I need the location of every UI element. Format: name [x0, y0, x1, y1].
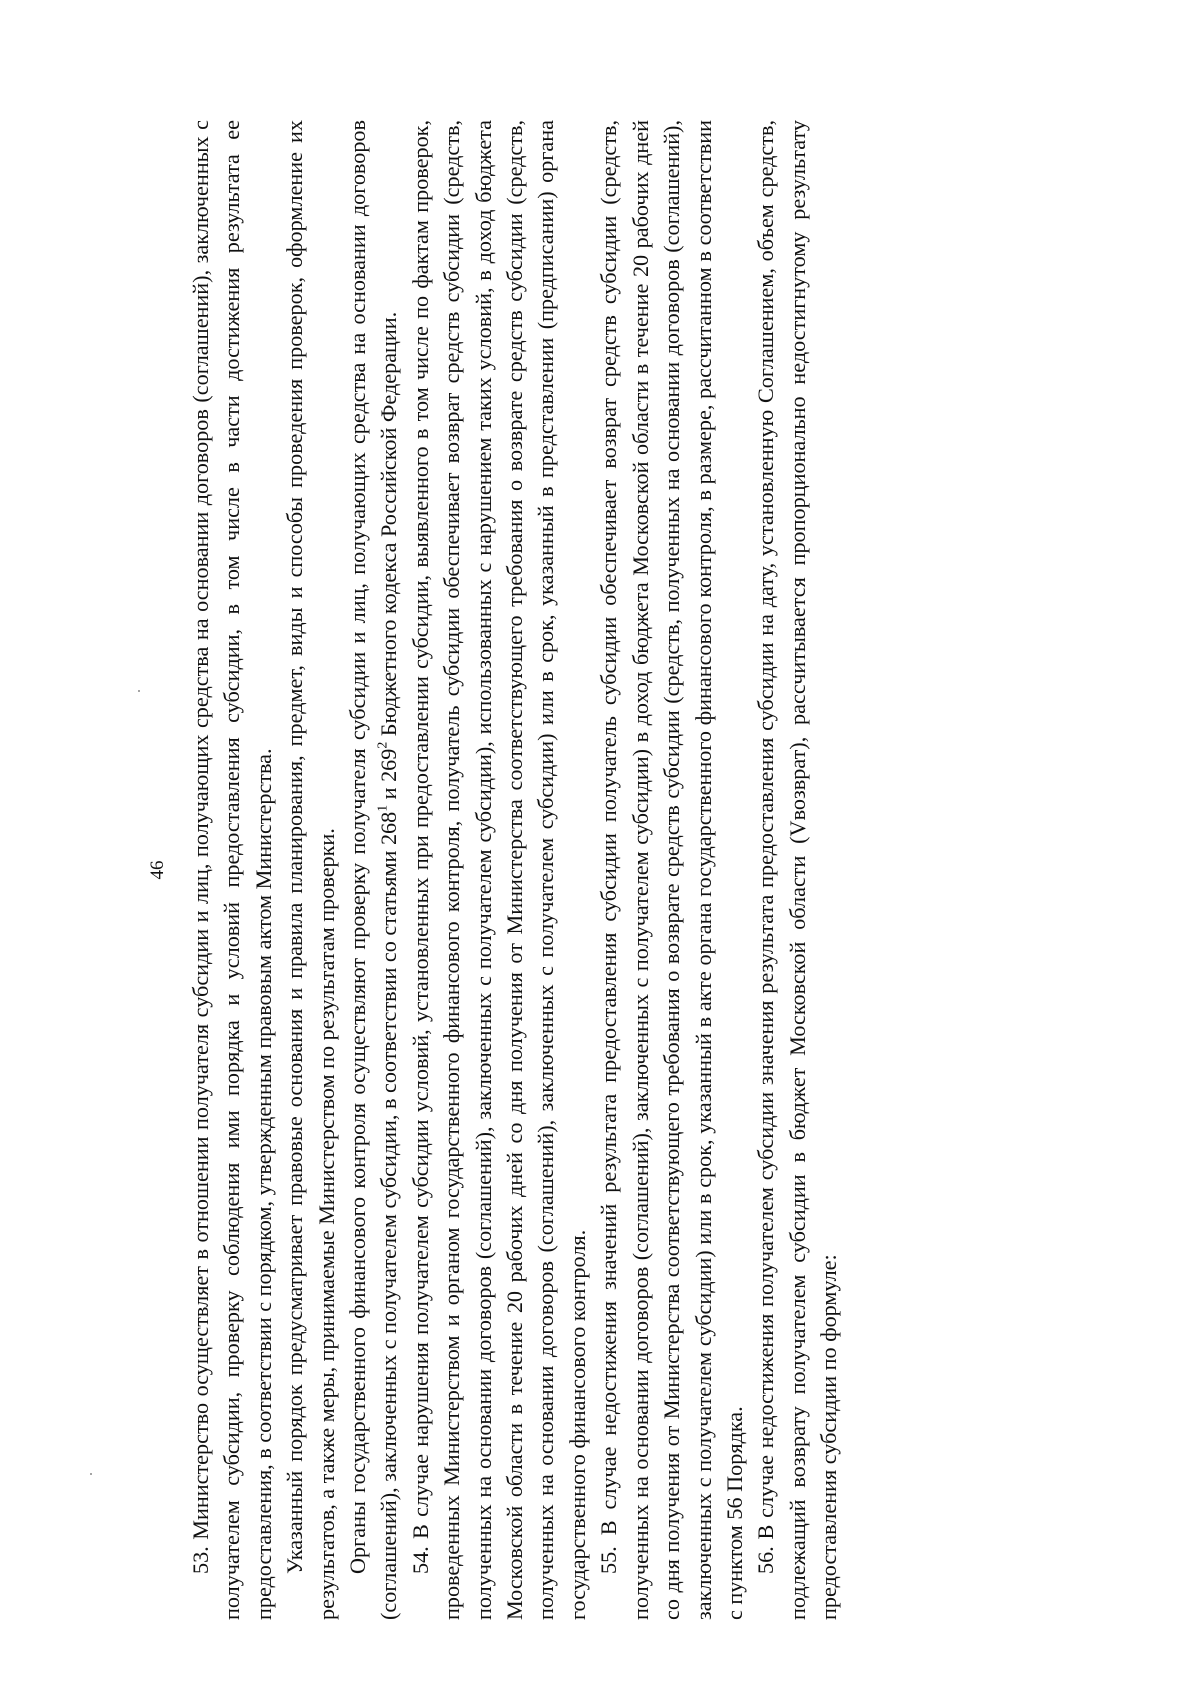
- paragraph-text: Органы государственного финансового контроля осуществляют проверку получателя субсидии и лиц, получающих средства на основании договоров (соглашений), заключенных с получателем субсидии, в соответствии со статьями 268: [345, 120, 402, 1620]
- paragraph-53: 53. Министерство осуществляет в отношении получателя субсидии и лиц, получающих средства на основании договоров (соглашений), заключенных с получателем субсидии, проверку соблюдения ими порядка и условий предоставления субсидии, в том числе в части достижения результата ее предоставления, в соответствии с порядком, утвержденным правовым актом Министерства.: [188, 120, 276, 1620]
- document-body: [185, 120, 845, 1620]
- paragraph-text: Бюджетного кодекса Российской Федерации.: [376, 311, 402, 742]
- paragraph-54: 54. В случае нарушения получателем субсидии условий, установленных при предоставлении субсидии, выявленного в том числе по фактам проверок, проведенных Министерством и органом государственного финансового контроля, получатель субсидии обеспечивает возврат средств субсидии (средств, полученных на основании договоров (соглашений), заключенных с получателем субсидии), использованных с нарушением таких условий, в доход бюджета Московской области в течение 20 рабочих дней со дня получения от Министерства соответствующего требования о возврате средств субсидии (средств, полученных на основании договоров (соглашений), заключенных с получателем субсидии) или в срок, указанный в представлении (предписании) органа государственного финансового контроля.: [407, 120, 590, 1620]
- paragraph-text: и 269: [376, 748, 402, 805]
- paragraph-53-procedure: Указанный порядок предусматривает правовые основания и правила планирования, предмет, виды и способы проведения проверок, оформление их результатов, а также меры, принимаемые Министерством по результатам проверки.: [282, 120, 339, 1620]
- paragraph-55: 55. В случае недостижения значений результата предоставления субсидии получатель субсидии обеспечивает возврат средств субсидии (средств, полученных на основании договоров (соглашений), заключенных с получателем субсидии) в доход бюджета Московской области в течение 20 рабочих дней со дня получения от Министерства соответствующего требования о возврате средств субсидии (средств, полученных на основании договоров (соглашений), заключенных с получателем субсидии) или в срок, указанный в акте органа государственного финансового контроля, в размере, рассчитанном в соответствии с пунктом 56 Порядка.: [596, 120, 747, 1620]
- scan-speck: [90, 1473, 92, 1475]
- superscript: 2: [374, 741, 390, 749]
- page-number: 46: [147, 860, 168, 880]
- paragraph-53-financial-control: [342, 120, 405, 1620]
- document-page: [147, 120, 975, 1620]
- superscript: 1: [374, 804, 390, 812]
- paragraph-56: 56. В случае недостижения получателем субсидии значения результата предоставления субсидии на дату, установленную Соглашением, объем средств, подлежащий возврату получателем субсидии в бюджет Московской области (Vвозврат), рассчитывается пропорционально недостигнутому результату предоставления субсидии по формуле:: [753, 120, 842, 1620]
- scan-speck: [138, 690, 140, 692]
